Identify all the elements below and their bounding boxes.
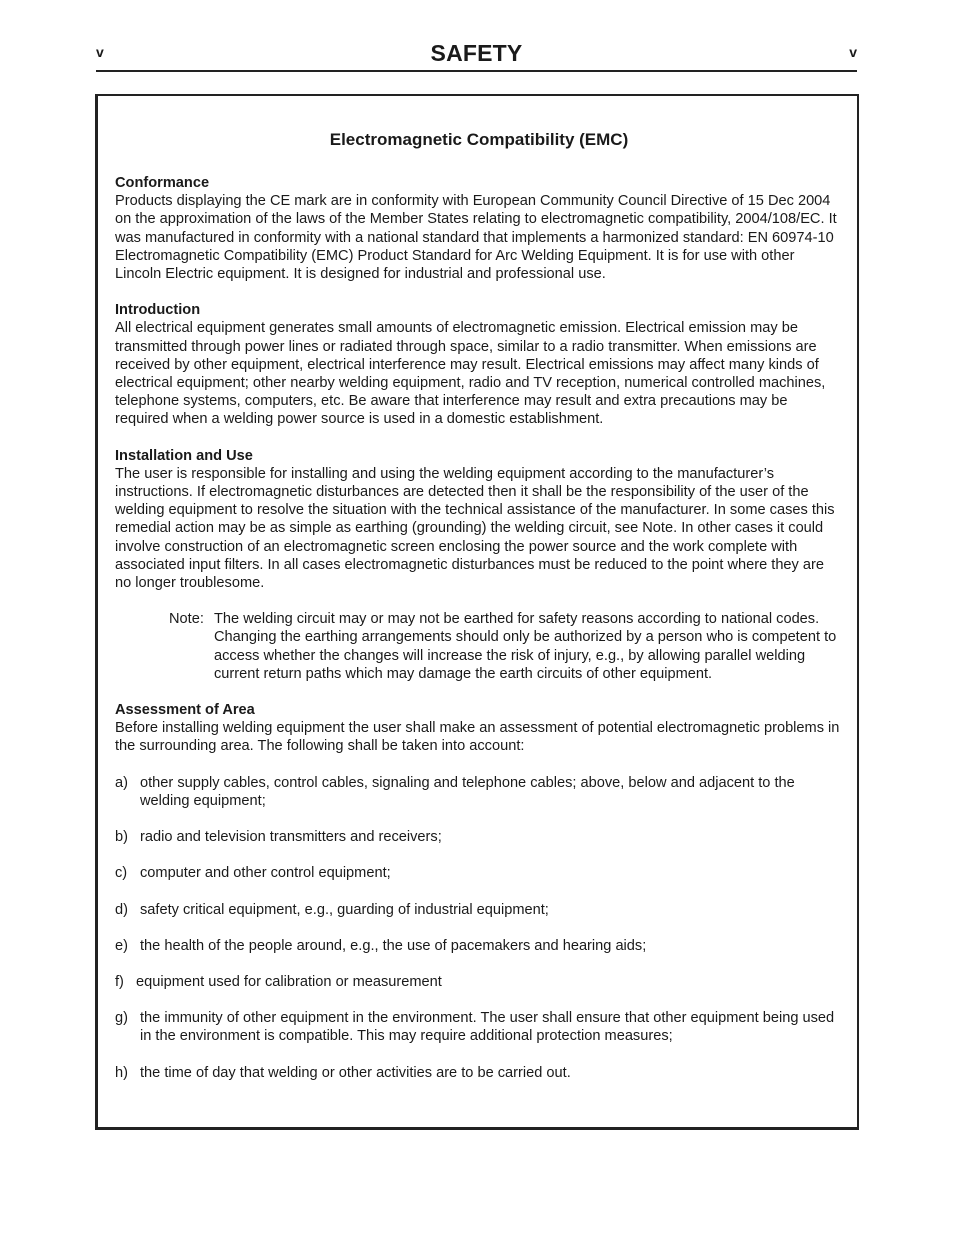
list-marker: c) <box>115 865 128 882</box>
assessment-section <box>115 701 843 1082</box>
list-text: equipment used for calibration or measurement <box>136 973 442 990</box>
list-marker: a) <box>115 774 128 791</box>
conformance-section <box>115 174 843 283</box>
list-text: computer and other control equipment; <box>140 865 391 882</box>
list-text: the time of day that welding or other activities are to be carried out. <box>140 1064 571 1081</box>
note-label: Note: <box>169 611 204 628</box>
list-text: radio and television transmitters and receivers; <box>140 829 442 846</box>
earthing-note <box>169 610 843 683</box>
page-title: SAFETY <box>430 40 523 66</box>
list-text: safety critical equipment, e.g., guarding of industrial equipment; <box>140 901 549 918</box>
list-text: the immunity of other equipment in the environment. The user shall ensure that other equipment being used in the environment is compatible. This may require additional protection measures; <box>140 1010 835 1045</box>
list-marker: g) <box>115 1010 128 1027</box>
list-item <box>115 1064 843 1082</box>
page-number-right: v <box>849 44 857 60</box>
introduction-section <box>115 301 843 428</box>
introduction-heading: Introduction <box>115 302 201 319</box>
list-item <box>115 864 843 882</box>
list-marker: f) <box>115 973 124 990</box>
list-marker: e) <box>115 937 128 954</box>
conformance-text: Products displaying the CE mark are in conformity with European Community Council Directive of 15 Dec 2004 on the approximation of the laws of the Member States relating to electromagnetic compatibility, 2004/108/EC. It was manufactured in conformity with a national standard that implements a harmonized standard: EN 60974-10 Electromagnetic Compatibility (EMC) Product Standard for Arc Welding Equipment. It is for use with other Lincoln Electric equipment. It is designed for industrial and professional use. <box>115 193 837 283</box>
conformance-heading: Conformance <box>115 175 210 191</box>
emc-title: Electromagnetic Compatibility (EMC) <box>329 130 629 149</box>
assessment-text: Before installing welding equipment the user shall make an assessment of potential electromagnetic problems in the surrounding area. The following shall be taken into account: <box>115 720 840 755</box>
list-item <box>115 901 843 919</box>
emc-box <box>95 94 859 1130</box>
list-marker: b) <box>115 829 128 846</box>
list-text: the health of the people around, e.g., the use of pacemakers and hearing aids; <box>140 937 647 954</box>
note-text: The welding circuit may or may not be earthed for safety reasons according to national codes. Changing the earthing arrangements should only be authorized by a person who is competent to access whether the changes will increase the risk of injury, e.g., by allowing parallel welding current return paths which may damage the earth circuits of other equipment. <box>214 611 837 682</box>
installation-section <box>115 447 843 683</box>
introduction-text: All electrical equipment generates small amounts of electromagnetic emission. Electrical emission may be transmitted through power lines or radiated through space, similar to a radio transmitter. When emissions are received by other equipment, electrical interference may result. Electrical emissions may affect many kinds of electrical equipment; other nearby welding equipment, radio and TV reception, numerical controlled machines, telephone systems, computers, etc. Be aware that interference may result and extra precautions may be required when a welding power source is used in a domestic establishment. <box>115 320 826 428</box>
page-number-left: v <box>96 44 104 60</box>
list-text: other supply cables, control cables, signaling and telephone cables; above, below and adjacent to the welding equipment; <box>140 774 795 809</box>
list-item <box>115 973 843 991</box>
installation-heading: Installation and Use <box>115 447 253 464</box>
list-item <box>115 937 843 955</box>
assessment-heading: Assessment of Area <box>115 702 255 719</box>
page-header <box>96 38 857 72</box>
list-item <box>115 828 843 846</box>
list-item <box>115 1009 843 1045</box>
list-marker: d) <box>115 901 128 918</box>
installation-text: The user is responsible for installing and using the welding equipment according to the manufacturer’s instructions. If electromagnetic disturbances are detected then it shall be the responsibility of the user of the welding equipment to resolve the situation with the technical assistance of the manufacturer. In some cases this remedial action may be as simple as earthing (grounding) the welding circuit, see Note. In other cases it could involve construction of an electromagnetic screen enclosing the power source and the work complete with associated input filters. In all cases electromagnetic disturbances must be reduced to the point where they are no longer troublesome. <box>115 465 835 592</box>
emc-content <box>115 130 843 1100</box>
list-item <box>115 774 843 810</box>
list-marker: h) <box>115 1064 128 1081</box>
